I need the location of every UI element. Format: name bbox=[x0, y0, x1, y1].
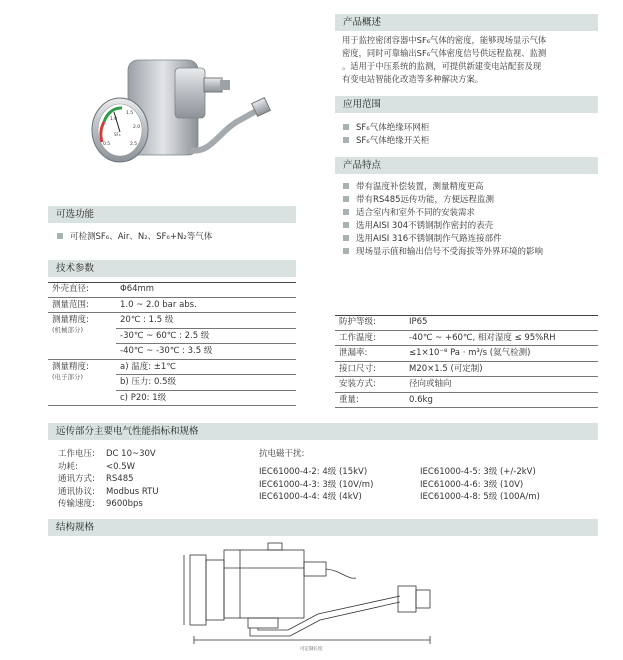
gauge-top-block bbox=[175, 68, 205, 118]
table-cell: IP65 bbox=[405, 315, 598, 330]
table-row bbox=[335, 315, 598, 330]
table-cell: 工作温度: bbox=[335, 330, 405, 346]
drawing-pipe bbox=[250, 602, 400, 636]
table-row bbox=[48, 282, 296, 297]
drawing-body bbox=[224, 550, 304, 618]
table-cell: 防护等级: bbox=[335, 315, 405, 330]
list-item: IEC61000-4-4: 4级 (4kV) bbox=[259, 492, 362, 502]
optional-header: 可选功能 bbox=[48, 206, 296, 223]
optional-item: 可检测SF₆、Air、N₂、SF₆+N₂等气体 bbox=[57, 231, 212, 244]
table-cell: 测量范围: bbox=[48, 297, 116, 313]
product-photo bbox=[80, 50, 280, 200]
gauge-dial bbox=[98, 104, 142, 156]
list-item: 带有RS485远传功能，方便远程监测 bbox=[343, 194, 543, 207]
bullet-icon bbox=[343, 235, 349, 241]
list-item: 现场显示值和输出信号不受海拔等外界环境的影响 bbox=[343, 246, 543, 259]
drawing-cable bbox=[326, 569, 356, 578]
tech-header: 技术参数 bbox=[48, 260, 296, 277]
table-cell: 径向或轴向 bbox=[405, 377, 598, 393]
table-cell: c) P20: 1级 bbox=[116, 390, 296, 406]
overview-text bbox=[342, 34, 607, 86]
table-cell: 20℃ : 1.5 级 bbox=[116, 313, 296, 329]
bullet-icon bbox=[343, 137, 349, 143]
features-header: 产品特点 bbox=[335, 157, 598, 174]
bullet-icon bbox=[343, 124, 349, 130]
table-cell: 泄漏率: bbox=[335, 346, 405, 362]
application-list bbox=[343, 122, 429, 148]
structure-header: 结构规格 bbox=[48, 519, 598, 536]
drawing-pipe bbox=[258, 596, 400, 630]
table-row bbox=[48, 297, 296, 313]
gauge-scale-label: 1.0 bbox=[110, 117, 118, 122]
list-item: 工作电压: DC 10~30V bbox=[58, 449, 156, 459]
list-item: SF₆气体绝缘开关柜 bbox=[343, 135, 429, 148]
list-item: 带有温度补偿装置，测量精度更高 bbox=[343, 181, 543, 194]
table-cell: 外壳直径: bbox=[48, 282, 116, 297]
table-cell: ≤1×10⁻⁸ Pa · m³/s (氦气检测) bbox=[405, 346, 598, 362]
emc-list-right bbox=[420, 466, 540, 504]
drawing-end-thread bbox=[416, 590, 430, 608]
list-item: 传输速度: 9600bps bbox=[58, 499, 143, 509]
table-cell: 0.6kg bbox=[405, 392, 598, 408]
gauge-scale-label: 2.0 bbox=[133, 125, 141, 130]
gauge-scale-label: 0.5 bbox=[103, 142, 111, 147]
table-row bbox=[48, 359, 296, 375]
overview-line: 密度，同时可靠输出SF₆气体密度信号供远程监视、监测 bbox=[342, 48, 547, 58]
table-row bbox=[335, 346, 598, 362]
remote-header: 远传部分主要电气性能指标和规格 bbox=[48, 423, 598, 440]
drawing-top-boss bbox=[268, 543, 282, 550]
features-list bbox=[343, 181, 543, 259]
list-item: 功耗: <0.5W bbox=[58, 461, 136, 472]
drawing-cable-gland bbox=[304, 562, 326, 576]
bullet-icon bbox=[343, 222, 349, 228]
application-header: 应用范围 bbox=[335, 96, 598, 113]
table-row bbox=[335, 392, 598, 408]
list-item: SF₆气体绝缘环网柜 bbox=[343, 122, 429, 135]
overview-line: 用于监控密闭容器中SF₆气体的密度，能够现场显示气体 bbox=[342, 35, 547, 45]
drawing-dim-label: 可定制长度 bbox=[300, 647, 323, 652]
table-cell: 重量: bbox=[335, 392, 405, 408]
list-item: IEC61000-4-6: 3级 (10V) bbox=[420, 479, 524, 490]
emc-title: 抗电磁干扰: bbox=[259, 449, 305, 459]
gauge-scale-label: 2.5 bbox=[130, 142, 138, 147]
overview-line: 有变电站智能化改造等多种解决方案。 bbox=[342, 74, 484, 84]
bullet-icon bbox=[343, 183, 349, 189]
table-cell: 测量精度: (电子部分) bbox=[48, 359, 116, 406]
gauge-center-text: SF₆ bbox=[114, 132, 121, 137]
structure-drawing bbox=[180, 540, 480, 655]
gauge-scale-label: 1.5 bbox=[126, 111, 134, 116]
list-item: IEC61000-4-3: 3级 (10V/m) bbox=[259, 479, 374, 490]
table-row bbox=[335, 361, 598, 377]
remote-spec-list bbox=[58, 448, 159, 511]
table-cell: -40℃ ~ -30℃ : 3.5 级 bbox=[116, 344, 296, 360]
bullet-icon bbox=[57, 233, 63, 239]
table-row bbox=[48, 313, 296, 329]
tech-table-left bbox=[48, 282, 296, 406]
table-cell: 1.0 ~ 2.0 bar abs. bbox=[116, 297, 296, 313]
drawing-end-nut bbox=[398, 586, 416, 612]
table-cell: 测量精度: (机械部分) bbox=[48, 313, 116, 360]
connector-nut bbox=[220, 80, 230, 90]
table-cell: Φ64mm bbox=[116, 282, 296, 297]
table-cell: -30℃ ~ 60℃ : 2.5 级 bbox=[116, 328, 296, 344]
emc-list-left bbox=[259, 466, 373, 504]
bullet-icon bbox=[343, 209, 349, 215]
table-row bbox=[335, 377, 598, 393]
drawing-lower-fitting bbox=[248, 618, 278, 628]
connector bbox=[204, 78, 222, 92]
table-cell: 安装方式: bbox=[335, 377, 405, 393]
table-row bbox=[335, 330, 598, 346]
bullet-icon bbox=[343, 196, 349, 202]
list-item: IEC61000-4-5: 3级 (+/-2kV) bbox=[420, 467, 536, 477]
overview-header: 产品概述 bbox=[335, 14, 598, 31]
table-cell: b) 压力: 0.5级 bbox=[116, 375, 296, 391]
tech-table-right bbox=[335, 315, 598, 408]
drawing-flange-inner bbox=[206, 560, 224, 620]
table-cell: 接口尺寸: bbox=[335, 361, 405, 377]
bullet-icon bbox=[343, 248, 349, 254]
table-cell: M20×1.5 (可定制) bbox=[405, 361, 598, 377]
overview-line: 。适用于中压系统的监测，可提供新建变电站配套及现 bbox=[342, 61, 542, 71]
drawing-flange bbox=[190, 555, 206, 625]
list-item: 通讯协议: Modbus RTU bbox=[58, 486, 159, 497]
table-cell: a) 温度: ±1℃ bbox=[116, 359, 296, 375]
table-cell: -40℃ ~ +60℃, 相对湿度 ≤ 95%RH bbox=[405, 330, 598, 346]
list-item: 选用AISI 316不锈钢制作气路连接部件 bbox=[343, 233, 543, 246]
list-item: IEC61000-4-2: 4级 (15kV) bbox=[259, 467, 368, 477]
list-item: IEC61000-4-8: 5级 (100A/m) bbox=[420, 492, 540, 502]
list-item: 通讯方式: RS485 bbox=[58, 474, 134, 484]
list-item: 适合室内和室外不同的安装需求 bbox=[343, 207, 543, 220]
list-item: 选用AISI 304不锈钢制作密封的表壳 bbox=[343, 220, 543, 233]
